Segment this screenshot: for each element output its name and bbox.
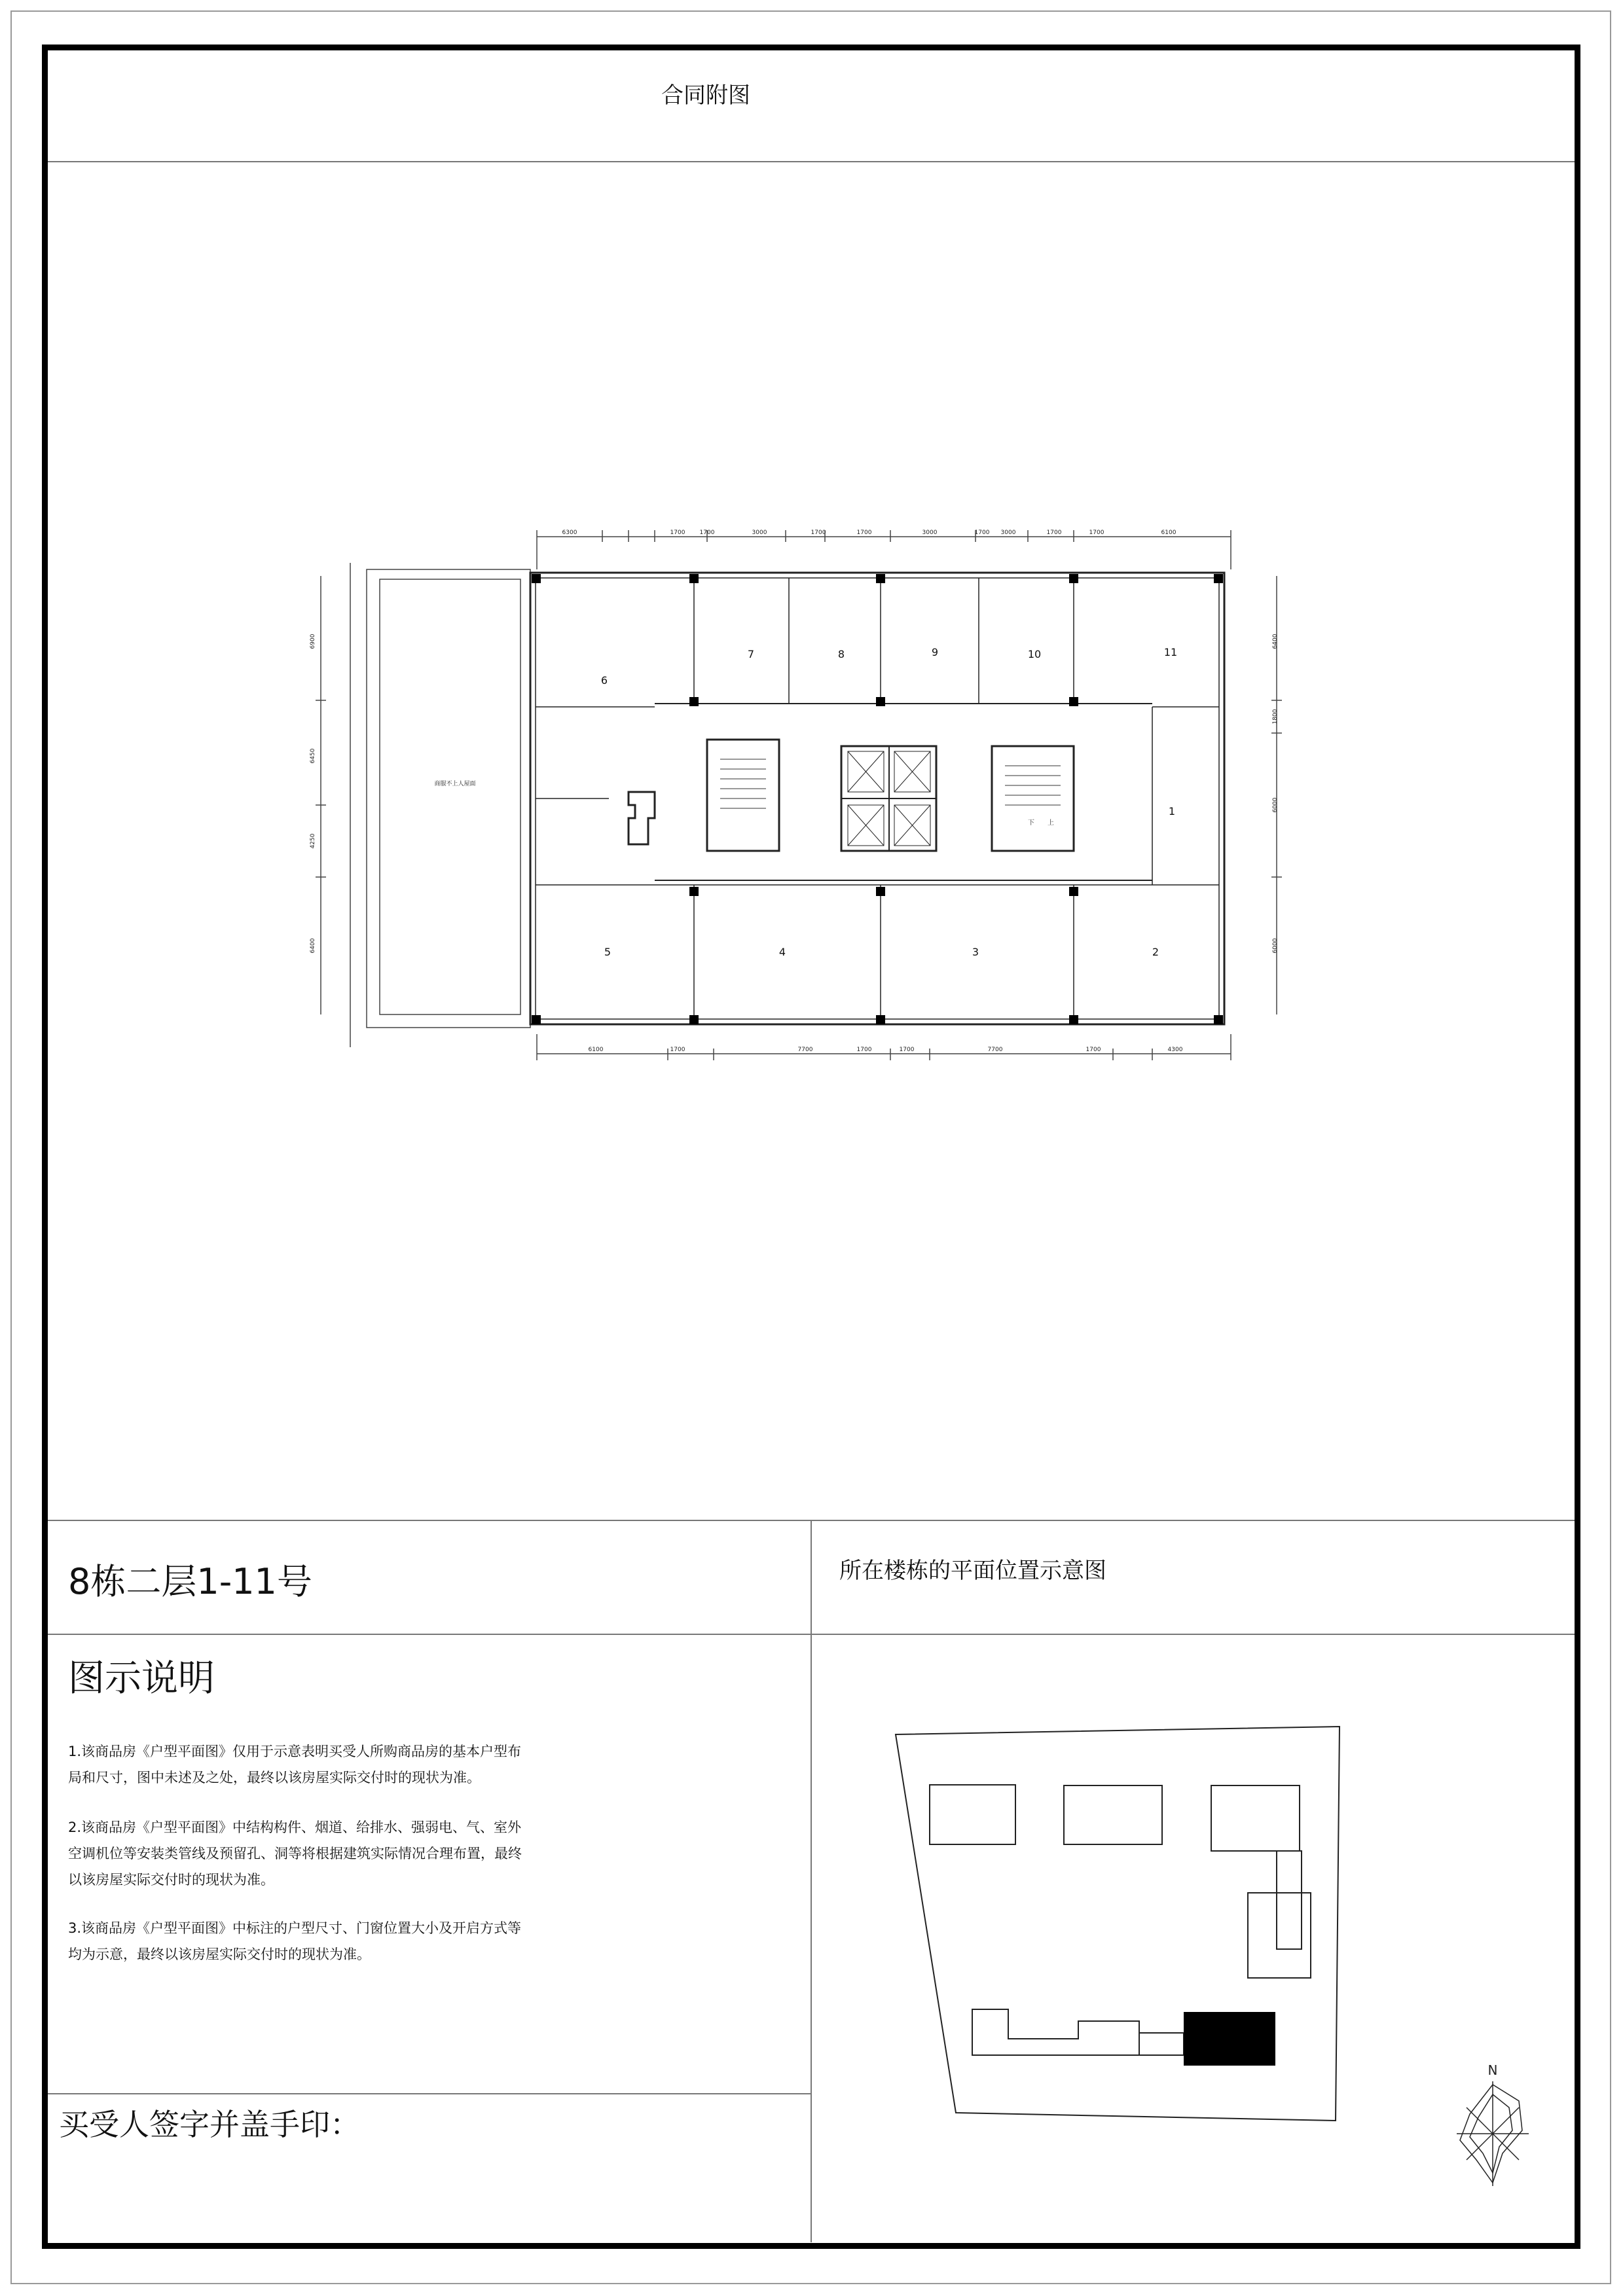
dim-top-6: 1700 [856, 529, 872, 536]
dim-right-4: 6000 [1272, 938, 1279, 954]
dim-top-1: 6300 [562, 529, 577, 536]
legend-note-1: 1.该商品房《户型平面图》仅用于示意表明买受人所购商品房的基本户型布局和尺寸，图中未述及之处，最终以该房屋实际交付时的现状为准。 [68, 1744, 522, 1785]
dim-right-1: 6400 [1272, 634, 1279, 649]
dim-top-8: 1700 [974, 529, 990, 536]
compass-rose [1447, 2055, 1539, 2199]
room-11: 11 [1163, 646, 1178, 658]
legend-note-3: 3.该商品房《户型平面图》中标注的户型尺寸、门窗位置大小及开启方式等均为示意，最终以该房屋实际交付时的现状为准。 [68, 1920, 522, 1962]
dim-bottom-2: 1700 [670, 1047, 685, 1053]
current-building [1184, 2012, 1275, 2066]
header-divider [48, 161, 1575, 162]
dim-top-4: 3000 [752, 529, 767, 536]
dim-left-4: 6400 [310, 938, 316, 954]
dim-bottom-5: 1700 [899, 1047, 915, 1053]
dim-top-12: 6100 [1161, 529, 1176, 536]
dim-left-3: 4250 [310, 833, 316, 849]
dim-right-3: 6000 [1272, 797, 1279, 813]
dim-bottom-3: 7700 [797, 1047, 813, 1053]
terrace-label: 商服不上人屋面 [434, 781, 476, 787]
dim-top-2: 1700 [670, 529, 685, 536]
dim-top-3: 1700 [699, 529, 715, 536]
location-map-title: 所在楼栋的平面位置示意图 [839, 1558, 1106, 1584]
compass-north-label: N [1487, 2062, 1498, 2078]
dim-left-2: 6450 [310, 748, 316, 764]
room-10: 10 [1027, 648, 1042, 660]
stair-down-label: 下 [1028, 819, 1034, 827]
dim-top-11: 1700 [1089, 529, 1104, 536]
dim-bottom-4: 1700 [856, 1047, 872, 1053]
info-column-divider [811, 1520, 812, 2242]
dim-bottom-8: 4300 [1167, 1047, 1183, 1053]
dim-bottom-1: 6100 [588, 1047, 604, 1053]
room-2: 2 [1152, 946, 1159, 958]
dim-top-10: 1700 [1046, 529, 1062, 536]
site-map [877, 1715, 1368, 2134]
room-5: 5 [604, 946, 611, 958]
dim-right-2: 1800 [1272, 709, 1279, 725]
room-8: 8 [837, 648, 845, 660]
dim-bottom-7: 1700 [1085, 1047, 1101, 1053]
floor-plan [301, 511, 1296, 1073]
dim-top-9: 3000 [1000, 529, 1016, 536]
page-title: 合同附图 [661, 82, 750, 109]
unit-label: 8栋二层1-11号 [68, 1561, 312, 1602]
dim-top-7: 3000 [922, 529, 938, 536]
dim-bottom-6: 7700 [987, 1047, 1003, 1053]
room-6: 6 [600, 674, 608, 687]
signature-divider [48, 2093, 811, 2094]
dim-top-5: 1700 [811, 529, 826, 536]
legend-title: 图示说明 [68, 1657, 215, 1700]
dim-left-1: 6900 [310, 634, 316, 649]
legend-note-2: 2.该商品房《户型平面图》中结构构件、烟道、给排水、强弱电、气、室外空调机位等安装类管线及预留孔、洞等将根据建筑实际情况合理布置，最终以该房屋实际交付时的现状为准。 [68, 1820, 522, 1888]
room-9: 9 [931, 646, 939, 658]
signature-label: 买受人签字并盖手印： [59, 2107, 360, 2142]
stair-up-label: 上 [1048, 819, 1054, 827]
room-7: 7 [747, 648, 755, 660]
room-3: 3 [972, 946, 979, 958]
room-4: 4 [778, 946, 786, 958]
room-1: 1 [1168, 805, 1176, 817]
